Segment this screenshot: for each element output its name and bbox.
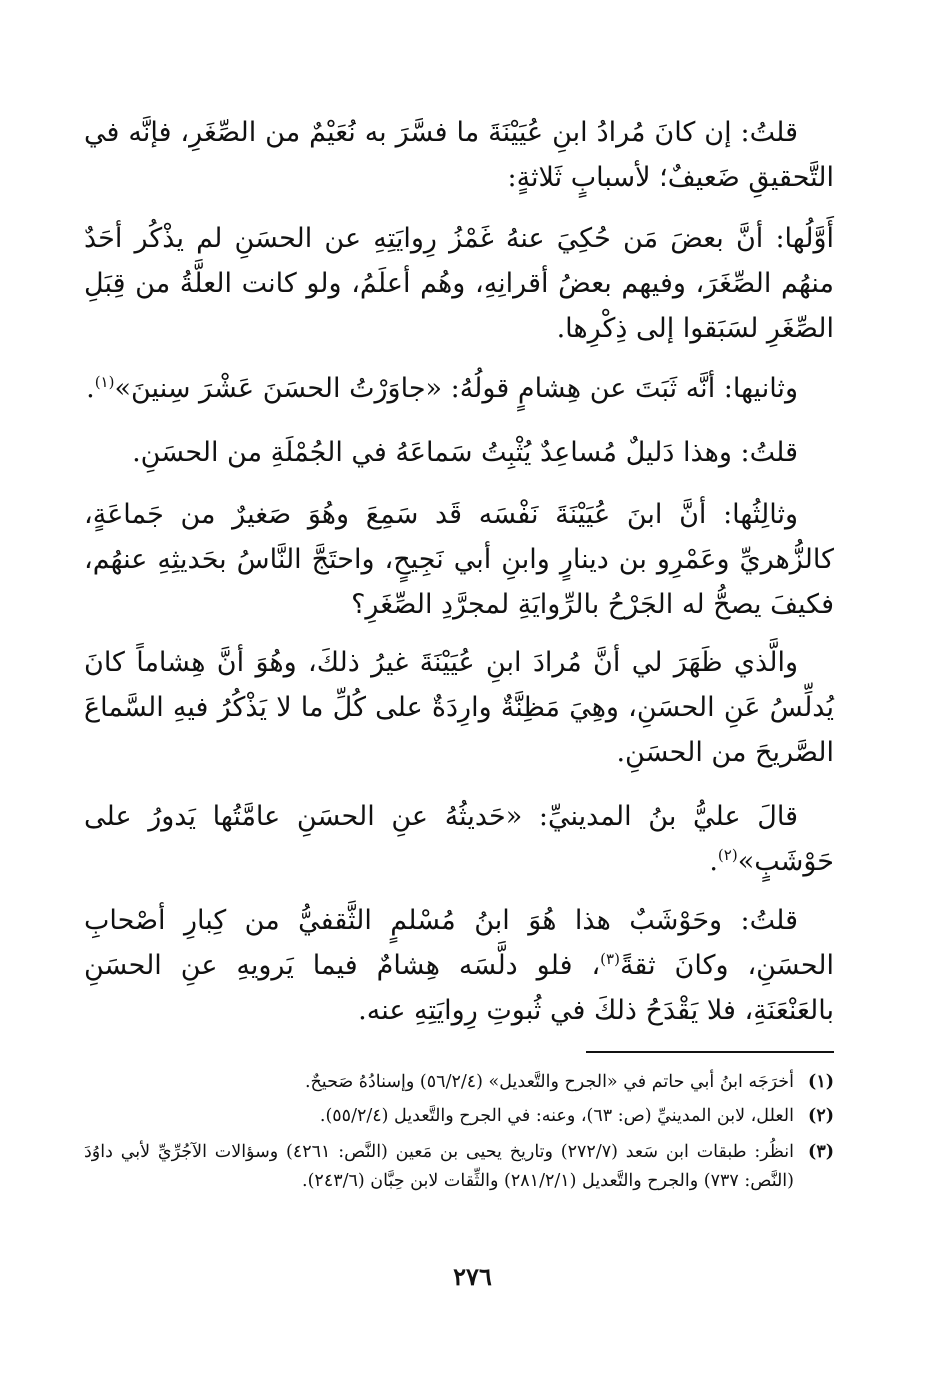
paragraph-4: قلتُ: وهذا دَليلٌ مُساعِدٌ يُثْبِتُ سَماعَهُ في الجُمْلَةِ من الحسَنِ.	[132, 437, 798, 468]
paragraph-1: قلتُ: إن كانَ مُرادُ ابنِ عُيَيْنَةَ ما فسَّرَ به نُعَيْمٌ من الصِّغَرِ، فإنَّه في التَّحقيقِ ضَعيفٌ؛ لأسبابٍ ثَلاثةٍ:	[84, 117, 834, 193]
book-page	[84, 0, 834, 1373]
paragraph-7-text: قالَ عليُّ بنُ المدينيِّ: «حَديثُهُ عنِ الحسَنِ عامَّتُها يَدورُ على حَوْشَبٍ»	[84, 801, 834, 877]
footnote-2	[84, 1102, 834, 1131]
paragraph-7-end: .	[709, 846, 718, 877]
paragraph-6: والَّذي ظَهَرَ لي أنَّ مُرادَ ابنِ عُيَيْنَةَ غيرُ ذلكَ، وهُوَ أنَّ هِشاماً كانَ يُدلِّسُ عَنِ الحسَنِ، وهِيَ مَظِنَّةٌ وارِدَةٌ على كُلِّ ما لا يَذْكُرُ فيهِ السَّماعَ الصَّريحَ من الحسَنِ.	[84, 647, 834, 768]
footnote-text: انظُر: طبقات ابن سَعد (٢٧٢/٧) وتاريخ يحيى بن مَعين (النَّص: ٤٢٦١) وسؤالات الآجُرِّيِّ لأبي داوُدَ (النَّص: ٧٣٧) والجرح والتَّعديل (٢٨١/٢/١) والثِّقات لابن حِبَّان (٢٤٣/٦).	[84, 1142, 794, 1191]
paragraph-5: وثالِثُها: أنَّ ابنَ عُيَيْنَةَ نَفْسَه قَد سَمِعَ وهُوَ صَغيرٌ من جَماعَةٍ، كالزُّهريِّ وعَمْرِو بن دينارٍ وابنِ أبي نَجِيحٍ، واحتَجَّ النَّاسُ بحَديثِهِ عنهُم، فكيفَ يصحُّ له الجَرْحُ بالرِّوايَةِ لمجرَّدِ الصِّغَرِ؟	[84, 499, 834, 620]
page-number: ٢٧٦	[453, 1262, 492, 1291]
paragraph-3	[84, 366, 834, 411]
paragraph-8-text-b: ، فلو دلَّسَه هِشامٌ فيما يَرويهِ عنِ الحسَنِ بالعَنْعَنَةِ، فلا يَقْدَحُ ذلكَ في ثُبوتِ رِوايَتِهِ عنه.	[84, 950, 834, 1026]
footnote-number: (١)	[808, 1072, 834, 1092]
paragraph-8-text-a: قلتُ: وحَوْشَبٌ هذا هُوَ ابنُ مُسْلمٍ الثَّقفيُّ من كِبارِ أصْحابِ الحسَنِ، وكانَ ثقةً	[84, 905, 834, 981]
footnote-text: العلل، لابن المدينيِّ (ص: ٦٣)، وعنه: في الجرح والتَّعديل (٥٥/٢/٤).	[319, 1106, 794, 1126]
footnote-number: (٢)	[808, 1106, 834, 1126]
footnote-ref-3[interactable]: (٣)	[600, 950, 620, 968]
paragraph-8	[84, 898, 834, 1033]
footnote-ref-2[interactable]: (٢)	[717, 846, 738, 864]
footnote-3	[84, 1138, 834, 1196]
footnote-ref-1[interactable]: (١)	[94, 373, 115, 391]
footnote-text: أخرَجَه ابنُ أبي حاتم في «الجرح والتَّعديل» (٥٦/٢/٤) وإسنادُهُ صَحيحٌ.	[304, 1072, 794, 1092]
paragraph-7	[84, 794, 834, 884]
paragraph-2: أَوَّلُها: أنَّ بعضَ مَن حُكِيَ عنهُ غَمْزُ رِوايَتِهِ عن الحسَنِ لم يذْكُر أحَدٌ منهُم الصِّغَرَ، وفيهم بعضُ أقرانِهِ، وهُم أعلَمُ، ولو كانت العلَّةُ من قِبَلِ الصِّغَرِ لسَبَقوا إلى ذِكْرِها.	[84, 223, 834, 344]
footnote-separator	[586, 1051, 834, 1053]
footnote-number: (٣)	[808, 1142, 834, 1162]
paragraph-3-text: وثانيها: أنَّه ثَبَتَ عن هِشامٍ قولُهُ: «جاوَرْتُ الحسَنَ عَشْرَ سِنينَ»	[114, 373, 798, 404]
footnote-1	[84, 1068, 834, 1097]
paragraph-3-end: .	[86, 373, 95, 404]
